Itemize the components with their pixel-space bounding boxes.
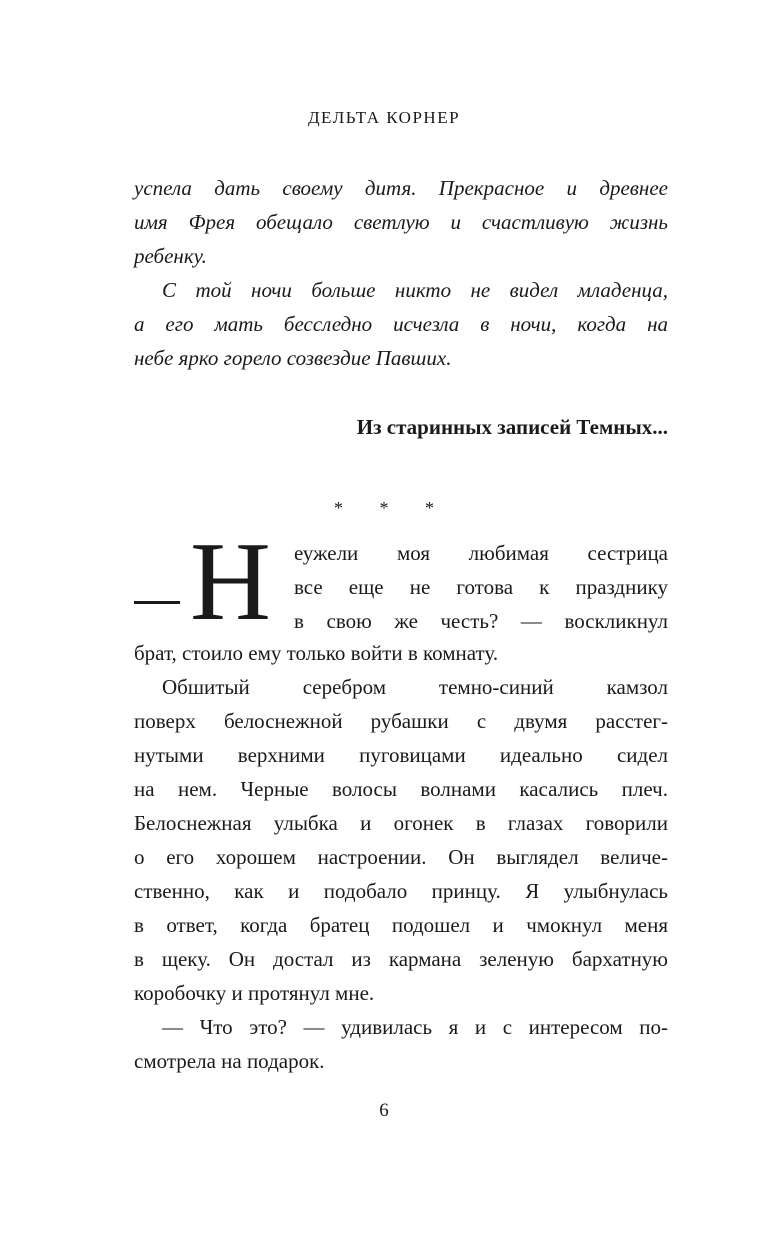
text-line: ственно, как и подобало принцу. Я улыбнулась: [134, 879, 668, 903]
text-line: в ответ, когда братец подошел и чмокнул меня: [134, 913, 668, 937]
text-line: брат, стоило ему только войти в комнату.: [134, 641, 499, 665]
text-line: смотрела на подарок.: [134, 1049, 325, 1073]
prologue-attribution: Из старинных записей Темных...: [356, 415, 668, 439]
text-line: нутыми верхними пуговицами идеально сидел: [134, 743, 668, 767]
text-line: еужели моя любимая сестрица: [294, 541, 668, 565]
dropcap-lines: [294, 536, 668, 638]
text-line: небе ярко горело созвездие Павших.: [134, 346, 452, 370]
text-line: С той ночи больше никто не видел младенца,: [162, 278, 668, 302]
text-line: ребенку.: [134, 244, 207, 268]
text-line: в свою же честь? — воскликнул: [294, 609, 668, 633]
drop-cap: Н: [190, 520, 271, 644]
text-line: а его мать бесследно исчезла в ночи, когда на: [134, 312, 668, 336]
running-header: ДЕЛЬТА КОРНЕР: [307, 108, 461, 127]
text-line: все еще не готова к празднику: [294, 575, 668, 599]
text-line: — Что это? — удивилась я и с интересом по-: [162, 1015, 668, 1039]
page-number: 6: [379, 1100, 389, 1121]
chapter-text: [134, 636, 668, 1078]
text-line: на нем. Черные волосы волнами касались плеч.: [134, 777, 668, 801]
text-line: коробочку и протянул мне.: [134, 981, 375, 1005]
text-line: в щеку. Он достал из кармана зеленую бархатную: [134, 947, 668, 971]
section-separator: * * *: [334, 498, 450, 518]
text-line: Белоснежная улыбка и огонек в глазах говорили: [134, 811, 668, 835]
text-line: поверх белоснежной рубашки с двумя расстег-: [134, 709, 668, 733]
text-line: Обшитый серебром темно-синий камзол: [162, 675, 668, 699]
text-line: успела дать своему дитя. Прекрасное и древнее: [134, 176, 668, 200]
text-line: о его хорошем настроении. Он выглядел величе-: [134, 845, 668, 869]
prologue-text: [134, 171, 668, 375]
text-line: имя Фрея обещало светлую и счастливую жизнь: [134, 210, 668, 234]
dialogue-dash: [134, 601, 180, 604]
